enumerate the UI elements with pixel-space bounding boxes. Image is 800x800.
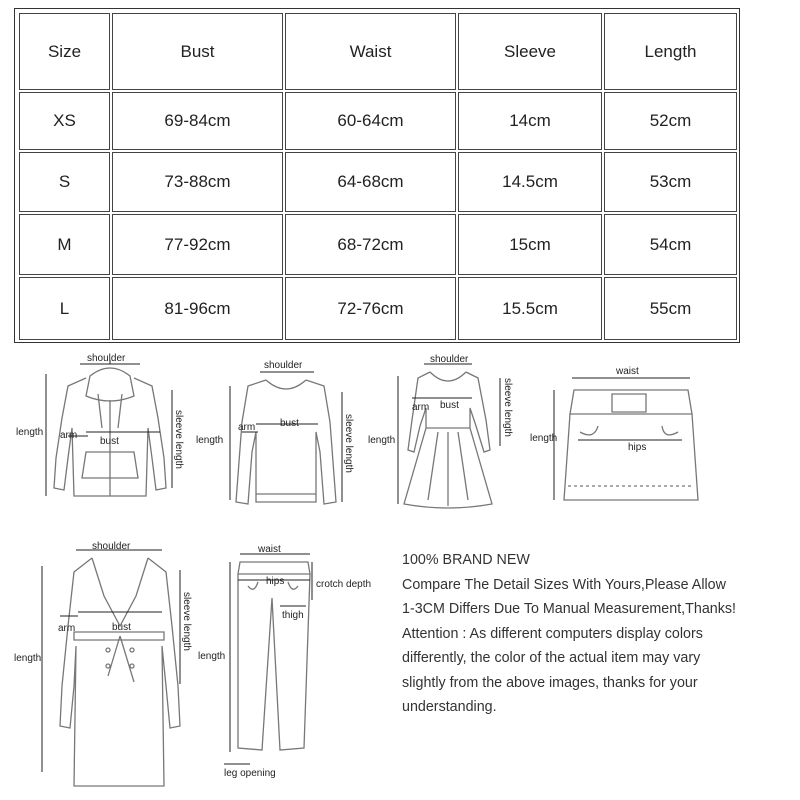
table-cell-sleeve: 14.5cm bbox=[458, 152, 602, 212]
dress-shoulder-label: shoulder bbox=[430, 354, 469, 365]
table-header-length: Length bbox=[604, 13, 737, 90]
table-cell-waist: 72-76cm bbox=[285, 277, 456, 340]
dress-diagram bbox=[368, 350, 528, 518]
table-cell-bust: 73-88cm bbox=[112, 152, 283, 212]
coat-shoulder-label: shoulder bbox=[92, 541, 131, 552]
table-cell-sleeve: 15.5cm bbox=[458, 277, 602, 340]
attention-note-line-2: differently, the color of the actual item may vary bbox=[402, 650, 701, 666]
hoodie-shoulder-label: shoulder bbox=[87, 353, 126, 364]
sweater-bust-label: bust bbox=[280, 418, 299, 429]
table-cell-size: XS bbox=[19, 92, 110, 150]
table-cell-bust: 81-96cm bbox=[112, 277, 283, 340]
dress-bust-label: bust bbox=[440, 400, 459, 411]
table-cell-sleeve: 15cm bbox=[458, 214, 602, 275]
pants-leg-opening-label: leg opening bbox=[224, 768, 276, 779]
table-cell-length: 53cm bbox=[604, 152, 737, 212]
product-notes bbox=[402, 548, 794, 720]
skirt-diagram bbox=[528, 360, 708, 520]
pants-hips-label: hips bbox=[266, 576, 285, 587]
hoodie-bust-label: bust bbox=[100, 436, 119, 447]
table-cell-length: 52cm bbox=[604, 92, 737, 150]
table-header-bust: Bust bbox=[112, 13, 283, 90]
table-header-size: Size bbox=[19, 13, 110, 90]
table-cell-waist: 64-68cm bbox=[285, 152, 456, 212]
coat-sleeve-length-label: sleeve length bbox=[181, 592, 192, 651]
dress-sleeve-length-label: sleeve length bbox=[502, 378, 513, 437]
table-cell-waist: 60-64cm bbox=[285, 92, 456, 150]
sweater-arm-label: arm bbox=[238, 422, 256, 433]
compare-sizes-note: Compare The Detail Sizes With Yours,Please Allow bbox=[402, 576, 726, 593]
attention-note-line-4: understanding. bbox=[402, 699, 497, 715]
hoodie-sleeve-length-label: sleeve length bbox=[173, 410, 184, 469]
table-cell-waist: 68-72cm bbox=[285, 214, 456, 275]
hoodie-length-label: length bbox=[16, 427, 44, 438]
table-cell-size: L bbox=[19, 277, 110, 340]
attention-note-line-3: slightly from the above images, thanks for your bbox=[402, 674, 698, 691]
coat-length-label: length bbox=[14, 653, 42, 664]
table-cell-length: 55cm bbox=[604, 277, 737, 340]
pants-waist-label: waist bbox=[258, 544, 281, 555]
table-header-sleeve: Sleeve bbox=[458, 13, 602, 90]
sweater-shoulder-label: shoulder bbox=[264, 360, 303, 371]
coat-arm-label: arm bbox=[58, 623, 76, 634]
table-header-waist: Waist bbox=[285, 13, 456, 90]
table-cell-bust: 69-84cm bbox=[112, 92, 283, 150]
pants-diagram bbox=[194, 538, 384, 788]
measurement-difference-note: 1-3CM Differs Due To Manual Measurement,Thanks! bbox=[402, 601, 737, 617]
hoodie-diagram bbox=[12, 348, 192, 518]
table-cell-size: S bbox=[19, 152, 110, 212]
table-cell-sleeve: 14cm bbox=[458, 92, 602, 150]
sweater-diagram bbox=[194, 352, 374, 517]
table-cell-length: 54cm bbox=[604, 214, 737, 275]
coat-diagram bbox=[12, 536, 202, 798]
brand-new-note: 100% BRAND NEW bbox=[402, 552, 530, 568]
skirt-waist-label: waist bbox=[616, 366, 639, 377]
dress-length-label: length bbox=[368, 435, 396, 446]
hoodie-arm-label: arm bbox=[60, 430, 78, 441]
skirt-hips-label: hips bbox=[628, 442, 647, 453]
coat-bust-label: bust bbox=[112, 622, 131, 633]
sweater-length-label: length bbox=[196, 435, 224, 446]
pants-crotch-depth-label: crotch depth bbox=[316, 579, 372, 590]
sweater-sleeve-length-label: sleeve length bbox=[343, 414, 354, 473]
table-cell-size: M bbox=[19, 214, 110, 275]
pants-thigh-label: thigh bbox=[282, 610, 304, 621]
table-cell-bust: 77-92cm bbox=[112, 214, 283, 275]
size-chart-table bbox=[14, 8, 740, 343]
pants-length-label: length bbox=[198, 651, 226, 662]
skirt-length-label: length bbox=[530, 433, 558, 444]
attention-note-line-1: Attention : As different computers display colors bbox=[402, 625, 703, 642]
dress-arm-label: arm bbox=[412, 402, 430, 413]
